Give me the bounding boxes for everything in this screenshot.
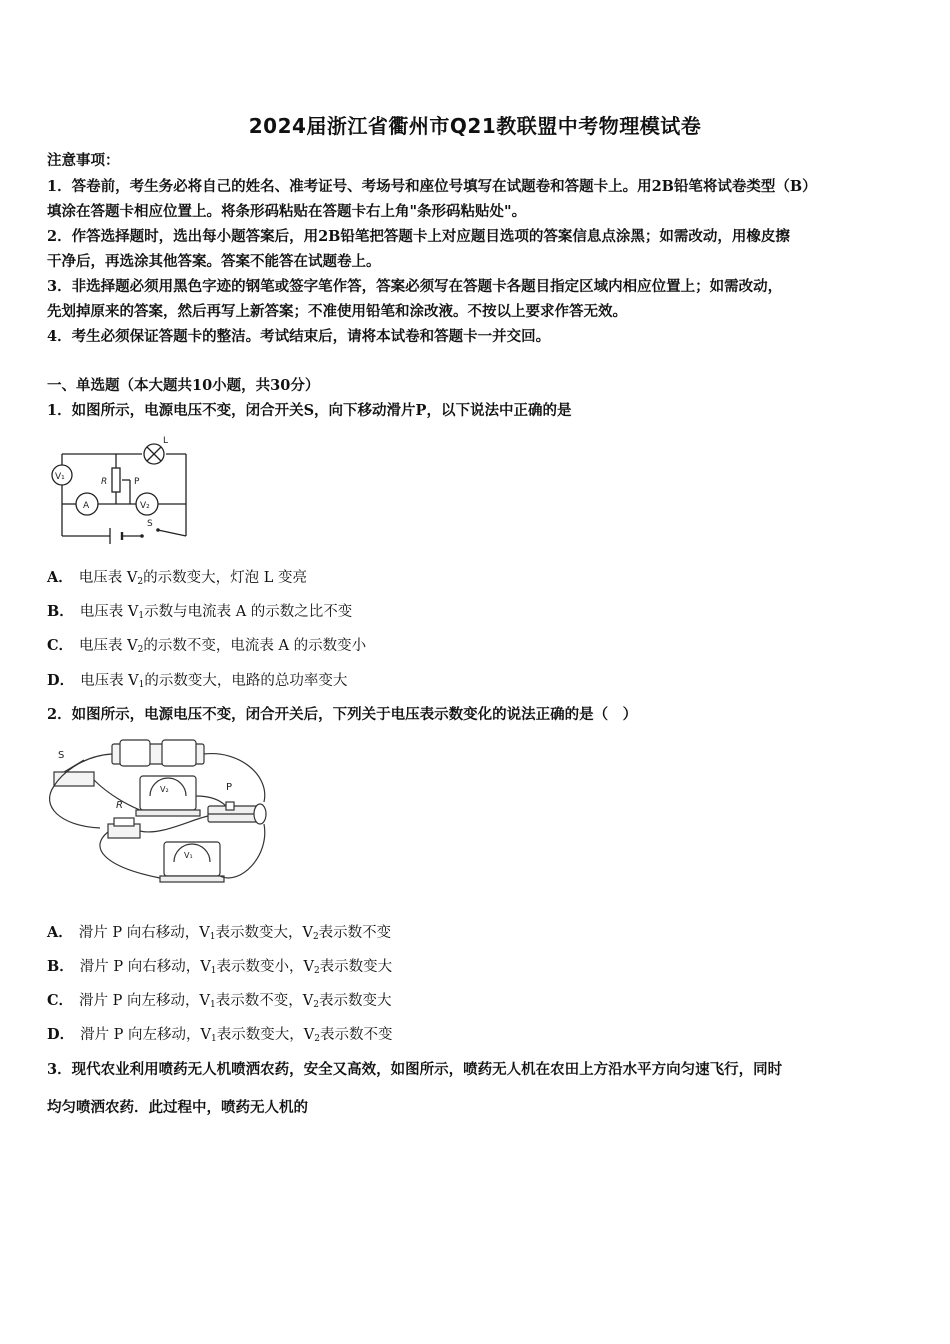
lamp-icon (144, 444, 164, 464)
label-V2: V₂ (140, 501, 150, 511)
notice-line-6: 先划掉原来的答案，然后再写上新答案；不准使用铅笔和涂改液。不按以上要求作答无效。 (47, 303, 627, 320)
page-title: 2024届浙江省衢州市Q21教联盟中考物理模试卷 (248, 114, 702, 138)
q2-option-d: D． 滑片 P 向左移动，$V_1$表示数变大，$V_2$表示数不变 (47, 1026, 393, 1044)
notice-heading: 注意事项： (47, 152, 120, 169)
q2-label-S: S (58, 750, 65, 761)
notice-line-3: 2．作答选择题时，选出每小题答案后，用2B铅笔把答题卡上对应题目选项的答案信息点涂黑；如需改动，用橡皮擦 (47, 228, 790, 245)
notice-line-7: 4．考生必须保证答题卡的整洁。考试结束后，请将本试卷和答题卡一并交回。 (47, 328, 551, 345)
q2-stem: 2．如图所示，电源电压不变，闭合开关后，下列关于电压表示数变化的说法正确的是（ ） (47, 706, 638, 723)
label-P: P (134, 477, 140, 487)
notice-line-1: 1．答卷前，考生务必将自己的姓名、准考证号、考场号和座位号填写在试题卷和答题卡上。用2B铅笔将试卷类型（B） (47, 178, 817, 195)
q2-option-c: C． 滑片 P 向左移动，$V_1$表示数不变，$V_2$表示数变大 (47, 992, 392, 1010)
q1-option-d: D． 电压表 $V_1$的示数变大，电路的总功率变大 (47, 672, 348, 690)
label-A: A (83, 501, 90, 511)
label-S: S (147, 519, 153, 529)
q2-circuit-figure (40, 736, 280, 896)
section-heading: 一、单选题（本大题共10小题，共30分） (47, 377, 320, 394)
q2-label-V2: V₂ (160, 785, 169, 794)
q3-stem-line-2: 均匀喷洒农药．此过程中，喷药无人机的 (47, 1099, 308, 1116)
q1-stem: 1．如图所示，电源电压不变，闭合开关S，向下移动滑片P，以下说法中正确的是 (47, 402, 572, 419)
notice-line-5: 3．非选择题必须用黑色字迹的钢笔或签字笔作答，答案必须写在答题卡各题目指定区域内相应位置上；如需改动， (47, 278, 783, 295)
q1-option-c: C． 电压表 $V_2$的示数不变，电流表 A 的示数变小 (47, 637, 367, 655)
notice-line-2: 填涂在答题卡相应位置上。将条形码粘贴在答题卡右上角"条形码粘贴处"。 (47, 203, 527, 220)
q1-option-a: A． 电压表 $V_2$的示数变大，灯泡 L 变亮 (47, 569, 307, 587)
label-V1: V₁ (55, 472, 65, 482)
q2-option-b: B． 滑片 P 向右移动，$V_1$表示数变小，$V_2$表示数变大 (47, 958, 393, 976)
notice-line-4: 干净后，再选涂其他答案。答案不能答在试题卷上。 (47, 253, 381, 270)
q2-label-R: R (116, 800, 123, 811)
q2-option-a: A． 滑片 P 向右移动，$V_1$表示数变大，$V_2$表示数不变 (47, 924, 392, 942)
q2-label-P: P (226, 782, 233, 793)
q3-stem-line-1: 3．现代农业利用喷药无人机喷洒农药，安全又高效，如图所示，喷药无人机在农田上方沿水平方向匀速飞行，同时 (47, 1061, 783, 1078)
q2-label-V1: V₁ (184, 851, 193, 860)
label-L: L (163, 436, 169, 446)
label-R: R (101, 477, 108, 487)
q1-option-b: B． 电压表 $V_1$示数与电流表 A 的示数之比不变 (47, 603, 353, 621)
q1-circuit-figure (46, 432, 196, 550)
